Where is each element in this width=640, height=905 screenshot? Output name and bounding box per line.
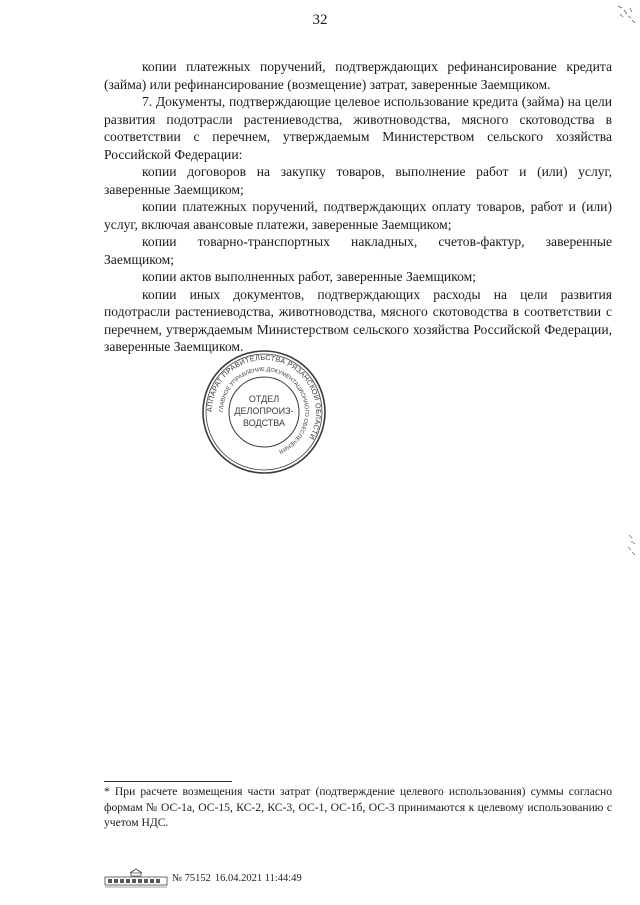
document-body (104, 58, 612, 356)
registration-number: № 75152 (172, 872, 211, 884)
paragraph-other-documents-copies: копии иных документов, подтверждающих расходы на цели развития подотрасли растениеводства, животноводства, мясного скотоводства в соответствии с перечнем, утверждаемым Министерством сельского хозяйства Российской Федерации, заверенные Заемщиком. (104, 286, 612, 354)
page-number: 32 (312, 12, 328, 28)
scan-artifact-right-edge (626, 532, 638, 558)
footnote (104, 784, 612, 831)
registration-datetime: 16.04.2021 11:44:49 (214, 872, 302, 884)
registry-logo-icon (104, 866, 168, 890)
paragraph-item-7: 7. Документы, подтверждающие целевое использование кредита (займа) на цели развития подотрасли растениеводства, животноводства, мясного скотоводства в соответствии с перечнем, утверждаемым Министерством сельского хозяйства Российской Федерации: (104, 94, 612, 162)
scan-artifact-top-right (612, 2, 638, 28)
paragraph-payment-orders-copies: копии платежных поручений, подтверждающих оплату товаров, работ и (или) услуг, включая авансовые платежи, заверенные Заемщиком; (104, 199, 612, 232)
stamp-center-line-3: ВОДСТВА (242, 418, 286, 428)
office-stamp (200, 348, 328, 476)
stamp-center-line-2: ДЕЛОПРОИЗ- (234, 406, 294, 416)
paragraph-acts-copies: копии актов выполненных работ, заверенные Заемщиком; (142, 269, 477, 284)
registration-line (104, 866, 302, 890)
footnote-separator (104, 781, 232, 782)
stamp-inner-ring-text: ГЛАВНОЕ УПРАВЛЕНИЕ ДОКУМЕНТАЦИОННОГО ОБЕСПЕЧЕНИЯ (218, 366, 310, 455)
footnote-text: * При расчете возмещения части затрат (подтверждение целевого использования) суммы согласно формам № ОС-1а, ОС-15, КС-2, КС-3, ОС-1, ОС-1б, ОС-3 принимаются к целевому использованию с учетом НДС. (104, 785, 612, 829)
stamp-outer-ring-text: АППАРАТ ПРАВИТЕЛЬСТВА РЯЗАНСКОЙ ОБЛАСТИ (204, 352, 324, 442)
stamp-center-line-1: ОТДЕЛ (248, 394, 280, 404)
paragraph-refinancing-copies: копии платежных поручений, подтверждающих рефинансирование кредита (займа) или рефинансирование (возмещение) затрат, заверенные Заемщиком. (104, 59, 612, 92)
paragraph-waybills-copies: копии товарно-транспортных накладных, счетов-фактур, заверенные Заемщиком; (104, 234, 612, 267)
paragraph-contracts-copies: копии договоров на закупку товаров, выполнение работ и (или) услуг, заверенные Заемщиком; (104, 164, 612, 197)
office-stamp-seal (200, 348, 328, 476)
